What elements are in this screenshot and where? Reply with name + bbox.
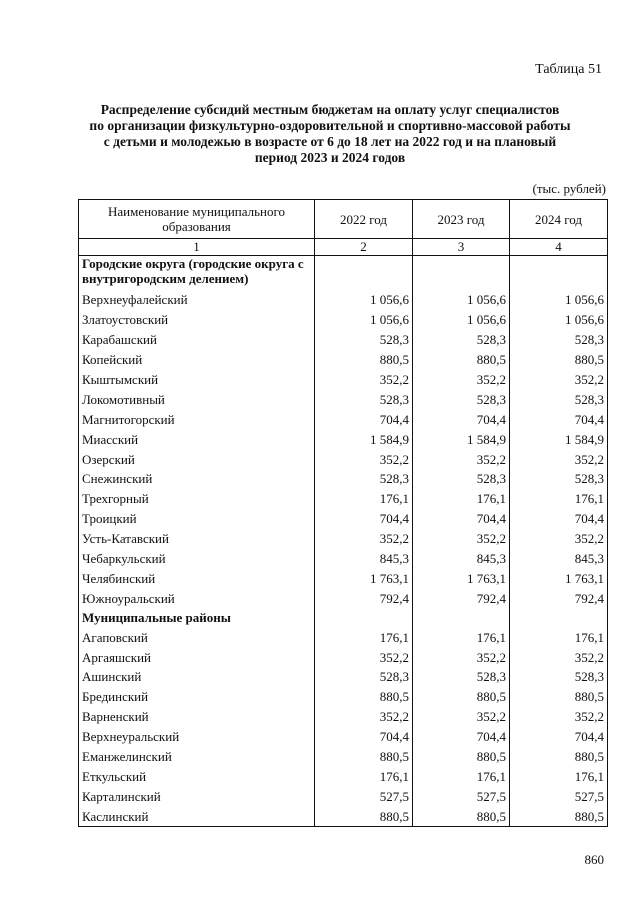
value-2024: 704,4 (510, 727, 608, 747)
table-row (79, 489, 608, 509)
table-row (79, 449, 608, 469)
table-row (79, 727, 608, 747)
section-row-districts (79, 608, 608, 627)
municipality-name: Чебаркульский (79, 549, 315, 569)
value-2024: 792,4 (510, 588, 608, 608)
table-row (79, 707, 608, 727)
value-2023: 880,5 (413, 350, 510, 370)
value-2023: 704,4 (413, 509, 510, 529)
value-2022: 880,5 (315, 806, 413, 826)
value-2022: 528,3 (315, 469, 413, 489)
table-row (79, 647, 608, 667)
municipality-name: Озерский (79, 449, 315, 469)
value-2023: 1 584,9 (413, 429, 510, 449)
value-2024: 1 056,6 (510, 310, 608, 330)
table-row (79, 409, 608, 429)
title-line: с детьми и молодежью в возрасте от 6 до 18 лет на 2022 год и на плановый (103, 134, 557, 149)
table-row (79, 806, 608, 826)
table-row (79, 350, 608, 370)
value-2023: 880,5 (413, 806, 510, 826)
municipality-name: Кыштымский (79, 370, 315, 390)
value-2022: 352,2 (315, 707, 413, 727)
municipality-name: Карталинский (79, 786, 315, 806)
table-row (79, 627, 608, 647)
value-2022: 352,2 (315, 647, 413, 667)
municipality-name: Верхнеуральский (79, 727, 315, 747)
value-2024: 1 584,9 (510, 429, 608, 449)
table-row (79, 667, 608, 687)
municipality-name: Агаповский (79, 627, 315, 647)
value-2023: 527,5 (413, 786, 510, 806)
value-2024: 528,3 (510, 389, 608, 409)
table-row (79, 429, 608, 449)
table-row (79, 290, 608, 310)
table-row (79, 509, 608, 529)
value-2022: 704,4 (315, 409, 413, 429)
municipality-name: Брединский (79, 687, 315, 707)
value-2022: 527,5 (315, 786, 413, 806)
header-name: Наименование муниципального образования (79, 200, 315, 239)
municipality-name: Аргаяшский (79, 647, 315, 667)
value-2024: 1 763,1 (510, 568, 608, 588)
value-2023: 352,2 (413, 370, 510, 390)
value-2023: 176,1 (413, 766, 510, 786)
value-2024: 1 056,6 (510, 290, 608, 310)
value-2024: 880,5 (510, 806, 608, 826)
value-2022: 880,5 (315, 747, 413, 767)
municipality-name: Миасский (79, 429, 315, 449)
value-2023: 352,2 (413, 529, 510, 549)
value-2022: 704,4 (315, 727, 413, 747)
value-2024: 528,3 (510, 469, 608, 489)
table-row (79, 330, 608, 350)
value-2024: 352,2 (510, 370, 608, 390)
value-2022: 845,3 (315, 549, 413, 569)
municipality-name: Снежинский (79, 469, 315, 489)
value-2022: 1 584,9 (315, 429, 413, 449)
value-2024: 880,5 (510, 350, 608, 370)
value-2022: 880,5 (315, 350, 413, 370)
value-2023: 704,4 (413, 409, 510, 429)
table-body (79, 256, 608, 827)
section-heading: Муниципальные районы (79, 608, 315, 627)
value-2022: 704,4 (315, 509, 413, 529)
municipality-name: Карабашский (79, 330, 315, 350)
value-2024: 528,3 (510, 330, 608, 350)
municipality-name: Варненский (79, 707, 315, 727)
value-2023: 880,5 (413, 747, 510, 767)
municipality-name: Копейский (79, 350, 315, 370)
value-2023: 176,1 (413, 627, 510, 647)
units-label: (тыс. рублей) (532, 181, 606, 196)
table-row (79, 529, 608, 549)
value-2023: 352,2 (413, 707, 510, 727)
value-2023: 1 763,1 (413, 568, 510, 588)
section-heading: Городские округа (городские округа с внутригородским делением) (79, 256, 315, 291)
value-2022: 352,2 (315, 370, 413, 390)
value-2023: 528,3 (413, 330, 510, 350)
value-2022: 528,3 (315, 389, 413, 409)
table-row (79, 786, 608, 806)
municipality-name: Еманжелинский (79, 747, 315, 767)
value-2023: 528,3 (413, 469, 510, 489)
table-label: Таблица 51 (535, 62, 602, 77)
value-2024: 352,2 (510, 707, 608, 727)
column-number: 3 (413, 239, 510, 256)
header-2022: 2022 год (315, 200, 413, 239)
value-2022: 176,1 (315, 489, 413, 509)
header-2024: 2024 год (510, 200, 608, 239)
value-2023: 845,3 (413, 549, 510, 569)
municipality-name: Каслинский (79, 806, 315, 826)
municipality-name: Локомотивный (79, 389, 315, 409)
table-row (79, 549, 608, 569)
value-2023: 1 056,6 (413, 290, 510, 310)
municipality-name: Трехгорный (79, 489, 315, 509)
table-row (79, 389, 608, 409)
value-2024: 528,3 (510, 667, 608, 687)
value-2024: 352,2 (510, 647, 608, 667)
municipality-name: Ашинский (79, 667, 315, 687)
value-2022: 528,3 (315, 330, 413, 350)
value-2023: 352,2 (413, 449, 510, 469)
title-line: по организации физкультурно-оздоровительной и спортивно-массовой работы (89, 118, 571, 133)
value-2024: 704,4 (510, 509, 608, 529)
document-title (60, 102, 600, 166)
municipality-name: Усть-Катавский (79, 529, 315, 549)
value-2022: 352,2 (315, 529, 413, 549)
value-2023: 704,4 (413, 727, 510, 747)
value-2024: 527,5 (510, 786, 608, 806)
value-2023: 352,2 (413, 647, 510, 667)
value-2024: 880,5 (510, 747, 608, 767)
municipality-name: Троицкий (79, 509, 315, 529)
table-row (79, 747, 608, 767)
value-2023: 528,3 (413, 667, 510, 687)
value-2024: 845,3 (510, 549, 608, 569)
table-row (79, 568, 608, 588)
municipality-name: Южноуральский (79, 588, 315, 608)
section-row-urban (79, 256, 608, 291)
value-2024: 176,1 (510, 489, 608, 509)
value-2023: 528,3 (413, 389, 510, 409)
value-2023: 792,4 (413, 588, 510, 608)
value-2022: 352,2 (315, 449, 413, 469)
table-row (79, 310, 608, 330)
title-line: период 2023 и 2024 годов (254, 150, 406, 165)
subsidy-table (78, 199, 608, 827)
value-2024: 352,2 (510, 449, 608, 469)
value-2022: 1 056,6 (315, 290, 413, 310)
page-number: 860 (584, 852, 604, 867)
value-2022: 792,4 (315, 588, 413, 608)
table-row (79, 469, 608, 489)
table-row (79, 687, 608, 707)
title-line: Распределение субсидий местным бюджетам на оплату услуг специалистов (100, 102, 560, 117)
value-2022: 880,5 (315, 687, 413, 707)
value-2022: 176,1 (315, 766, 413, 786)
value-2022: 176,1 (315, 627, 413, 647)
value-2023: 176,1 (413, 489, 510, 509)
value-2022: 1 763,1 (315, 568, 413, 588)
value-2023: 880,5 (413, 687, 510, 707)
column-number: 4 (510, 239, 608, 256)
municipality-name: Верхнеуфалейский (79, 290, 315, 310)
column-number: 1 (79, 239, 315, 256)
table-row (79, 766, 608, 786)
value-2022: 528,3 (315, 667, 413, 687)
value-2024: 176,1 (510, 766, 608, 786)
value-2023: 1 056,6 (413, 310, 510, 330)
value-2024: 704,4 (510, 409, 608, 429)
value-2024: 176,1 (510, 627, 608, 647)
column-number: 2 (315, 239, 413, 256)
value-2022: 1 056,6 (315, 310, 413, 330)
municipality-name: Еткульский (79, 766, 315, 786)
municipality-name: Челябинский (79, 568, 315, 588)
municipality-name: Златоустовский (79, 310, 315, 330)
municipality-name: Магнитогорский (79, 409, 315, 429)
table-row (79, 370, 608, 390)
value-2024: 880,5 (510, 687, 608, 707)
value-2024: 352,2 (510, 529, 608, 549)
table-row (79, 588, 608, 608)
header-2023: 2023 год (413, 200, 510, 239)
